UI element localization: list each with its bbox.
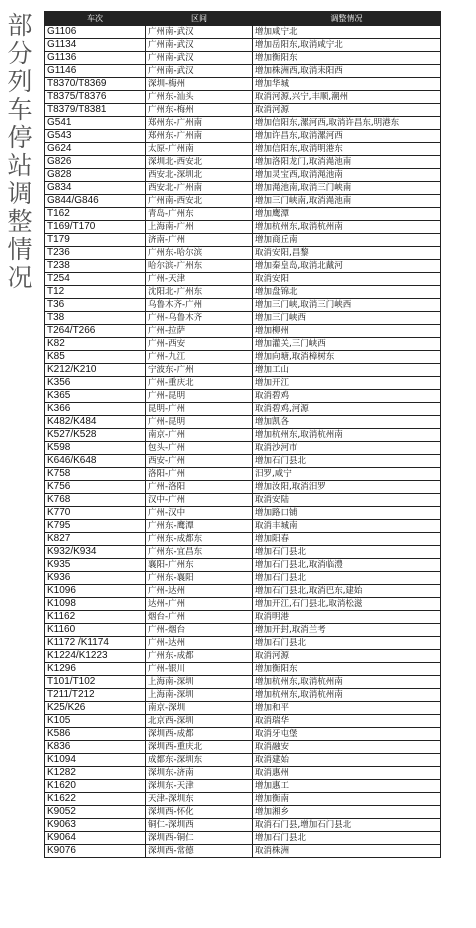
route-cell: 上海南-深圳 — [146, 689, 253, 702]
train-number-cell: K482/K484 — [45, 416, 146, 429]
side-title-char: 分 — [7, 39, 33, 68]
table-row — [45, 390, 441, 403]
table-row — [45, 793, 441, 806]
adjustment-cell: 汨罗,咸宁 — [253, 468, 441, 481]
train-number-cell: T169/T170 — [45, 221, 146, 234]
adjustment-cell: 取消安陆 — [253, 494, 441, 507]
train-number-cell: G543 — [45, 130, 146, 143]
adjustment-cell: 增加信阳东,漯河西,取消许昌东,明港东 — [253, 117, 441, 130]
route-cell: 沈阳北-广州东 — [146, 286, 253, 299]
train-number-cell: K82 — [45, 338, 146, 351]
table-row — [45, 403, 441, 416]
table-row — [45, 702, 441, 715]
adjustment-cell: 增加和平 — [253, 702, 441, 715]
adjustment-cell: 增加杭州东,取消杭州南 — [253, 689, 441, 702]
adjustment-cell: 增加路口铺 — [253, 507, 441, 520]
header-row — [45, 12, 441, 26]
train-number-cell: K768 — [45, 494, 146, 507]
adjustment-cell: 增加杭州东,取消杭州南 — [253, 221, 441, 234]
table-row — [45, 546, 441, 559]
adjustment-cell: 增加石门县北 — [253, 637, 441, 650]
route-cell: 成都东-深圳东 — [146, 754, 253, 767]
train-number-cell: K932/K934 — [45, 546, 146, 559]
adjustment-cell: 增加洛阳龙门,取消渑池南 — [253, 156, 441, 169]
train-number-cell: G624 — [45, 143, 146, 156]
route-cell: 宁波东-广州 — [146, 364, 253, 377]
adjustment-cell: 增加石门县北,取消巴东,建始 — [253, 585, 441, 598]
train-number-cell: K1172 /K1174 — [45, 637, 146, 650]
adjustment-cell: 取消株洲 — [253, 845, 441, 858]
table-row — [45, 208, 441, 221]
train-number-cell: K935 — [45, 559, 146, 572]
route-cell: 郑州东-广州南 — [146, 130, 253, 143]
adjustment-cell: 增加开江,石门县北,取消松滋 — [253, 598, 441, 611]
train-number-cell: T12 — [45, 286, 146, 299]
train-number-cell: T179 — [45, 234, 146, 247]
adjustment-cell: 增加岳阳东,取消咸宁北 — [253, 39, 441, 52]
table-row — [45, 689, 441, 702]
table-row — [45, 299, 441, 312]
route-cell: 深圳西-重庆北 — [146, 741, 253, 754]
train-number-cell: G834 — [45, 182, 146, 195]
train-number-cell: K1160 — [45, 624, 146, 637]
route-cell: 昆明-广州 — [146, 403, 253, 416]
adjustment-cell: 增加盘锦北 — [253, 286, 441, 299]
route-cell: 深圳北-西安北 — [146, 156, 253, 169]
route-cell: 深圳西-怀化 — [146, 806, 253, 819]
adjustment-cell: 取消建始 — [253, 754, 441, 767]
table-row — [45, 104, 441, 117]
side-title-char: 整 — [7, 207, 33, 236]
route-cell: 太原-广州南 — [146, 143, 253, 156]
route-cell: 广州-银川 — [146, 663, 253, 676]
table-row — [45, 806, 441, 819]
route-cell: 广州-昆明 — [146, 390, 253, 403]
table-row — [45, 143, 441, 156]
route-cell: 深圳东-天津 — [146, 780, 253, 793]
adjustment-cell: 增加惠工 — [253, 780, 441, 793]
adjustment-cell: 增加工山 — [253, 364, 441, 377]
adjustment-cell: 取消丰城南 — [253, 520, 441, 533]
train-number-cell: K936 — [45, 572, 146, 585]
table-row — [45, 78, 441, 91]
header-train: 车次 — [45, 12, 146, 26]
route-cell: 西安-广州 — [146, 455, 253, 468]
train-number-cell: K527/K528 — [45, 429, 146, 442]
route-cell: 汉中-广州 — [146, 494, 253, 507]
table-row — [45, 234, 441, 247]
train-number-cell: K1162 — [45, 611, 146, 624]
table-row — [45, 494, 441, 507]
table-row — [45, 455, 441, 468]
train-number-cell: K25/K26 — [45, 702, 146, 715]
adjustment-cell: 增加石门县北 — [253, 572, 441, 585]
route-cell: 广州东-梅州 — [146, 104, 253, 117]
adjustment-cell: 增加开封,取消兰考 — [253, 624, 441, 637]
adjustment-cell: 增加秦皇岛,取消北戴河 — [253, 260, 441, 273]
route-cell: 深圳西-常德 — [146, 845, 253, 858]
route-cell: 广州-天津 — [146, 273, 253, 286]
table-row — [45, 468, 441, 481]
train-number-cell: K212/K210 — [45, 364, 146, 377]
adjustment-cell: 增加柳州 — [253, 325, 441, 338]
route-cell: 铜仁-深圳西 — [146, 819, 253, 832]
train-number-cell: K366 — [45, 403, 146, 416]
adjustment-cell: 取消安阳,昌黎 — [253, 247, 441, 260]
train-number-cell: T264/T266 — [45, 325, 146, 338]
table-row — [45, 663, 441, 676]
schedule-table — [44, 11, 441, 858]
route-cell: 包头-广州 — [146, 442, 253, 455]
train-number-cell: K356 — [45, 377, 146, 390]
adjustment-cell: 增加石门县北 — [253, 455, 441, 468]
adjustment-cell: 增加衡南 — [253, 793, 441, 806]
adjustment-cell: 增加商丘南 — [253, 234, 441, 247]
table-row — [45, 819, 441, 832]
train-number-cell: K1096 — [45, 585, 146, 598]
train-number-cell: T162 — [45, 208, 146, 221]
side-title-char: 况 — [7, 263, 33, 292]
train-number-cell: K1622 — [45, 793, 146, 806]
table-row — [45, 377, 441, 390]
table-row — [45, 611, 441, 624]
train-number-cell: K9052 — [45, 806, 146, 819]
route-cell: 广州-昆明 — [146, 416, 253, 429]
route-cell: 北京西-深圳 — [146, 715, 253, 728]
route-cell: 广州南-西安北 — [146, 195, 253, 208]
table-row — [45, 442, 441, 455]
route-cell: 深圳东-济南 — [146, 767, 253, 780]
table-row — [45, 832, 441, 845]
route-cell: 广州-拉萨 — [146, 325, 253, 338]
train-number-cell: T38 — [45, 312, 146, 325]
train-number-cell: K85 — [45, 351, 146, 364]
train-number-cell: G541 — [45, 117, 146, 130]
side-title-char: 车 — [7, 95, 33, 124]
route-cell: 郑州东-广州南 — [146, 117, 253, 130]
route-cell: 广州东-宜昌东 — [146, 546, 253, 559]
route-cell: 南京-广州 — [146, 429, 253, 442]
adjustment-cell: 取消河源,兴宁,丰顺,潮州 — [253, 91, 441, 104]
table-row — [45, 637, 441, 650]
adjustment-cell: 取消碧鸡,河源 — [253, 403, 441, 416]
route-cell: 广州南-武汉 — [146, 39, 253, 52]
route-cell: 襄阳-广州东 — [146, 559, 253, 572]
table-row — [45, 624, 441, 637]
table-row — [45, 481, 441, 494]
train-number-cell: G1134 — [45, 39, 146, 52]
route-cell: 西安北-广州南 — [146, 182, 253, 195]
table-row — [45, 247, 441, 260]
adjustment-cell: 增加石门县北 — [253, 832, 441, 845]
route-cell: 广州-洛阳 — [146, 481, 253, 494]
train-number-cell: T8370/T8369 — [45, 78, 146, 91]
table-row — [45, 91, 441, 104]
train-number-cell: T8379/T8381 — [45, 104, 146, 117]
route-cell: 广州南-武汉 — [146, 26, 253, 39]
table-row — [45, 754, 441, 767]
side-title-char: 部 — [7, 11, 33, 40]
adjustment-cell: 取消碧鸡 — [253, 390, 441, 403]
train-number-cell: K105 — [45, 715, 146, 728]
table-row — [45, 767, 441, 780]
train-number-cell: T211/T212 — [45, 689, 146, 702]
route-cell: 广州东-成都东 — [146, 533, 253, 546]
train-number-cell: K756 — [45, 481, 146, 494]
adjustment-cell: 增加渑池南,取消三门峡南 — [253, 182, 441, 195]
route-cell: 天津-深圳东 — [146, 793, 253, 806]
route-cell: 广州东-汕头 — [146, 91, 253, 104]
adjustment-cell: 取消河源 — [253, 650, 441, 663]
adjustment-cell: 增加三门峡南,取消渑池南 — [253, 195, 441, 208]
train-number-cell: T238 — [45, 260, 146, 273]
train-number-cell: K1098 — [45, 598, 146, 611]
table-row — [45, 182, 441, 195]
train-number-cell: G826 — [45, 156, 146, 169]
table-row — [45, 117, 441, 130]
train-number-cell: K1224/K1223 — [45, 650, 146, 663]
route-cell: 达州-广州 — [146, 598, 253, 611]
train-number-cell: K365 — [45, 390, 146, 403]
table-row — [45, 195, 441, 208]
adjustment-cell: 增加华城 — [253, 78, 441, 91]
table-row — [45, 156, 441, 169]
adjustment-cell: 增加灌关,三门峡西 — [253, 338, 441, 351]
side-title — [2, 12, 38, 292]
route-cell: 青岛-广州东 — [146, 208, 253, 221]
table-row — [45, 650, 441, 663]
adjustment-cell: 增加三门峡,取消三门峡西 — [253, 299, 441, 312]
table-row — [45, 572, 441, 585]
adjustment-cell: 增加鹰潭 — [253, 208, 441, 221]
train-number-cell: K1296 — [45, 663, 146, 676]
table-row — [45, 676, 441, 689]
route-cell: 广州-汉中 — [146, 507, 253, 520]
adjustment-cell: 增加杭州东,取消杭州南 — [253, 676, 441, 689]
table-row — [45, 169, 441, 182]
train-number-cell: T36 — [45, 299, 146, 312]
adjustment-cell: 增加湘乡 — [253, 806, 441, 819]
adjustment-cell: 增加衡阳东 — [253, 52, 441, 65]
route-cell: 南京-深圳 — [146, 702, 253, 715]
adjustment-cell: 取消惠州 — [253, 767, 441, 780]
table-row — [45, 52, 441, 65]
train-number-cell: G1136 — [45, 52, 146, 65]
adjustment-cell: 增加许昌东,取消漯河西 — [253, 130, 441, 143]
adjustment-cell: 取消明港 — [253, 611, 441, 624]
table-row — [45, 585, 441, 598]
table-row — [45, 520, 441, 533]
adjustment-cell: 增加开江 — [253, 377, 441, 390]
train-number-cell: K1282 — [45, 767, 146, 780]
train-number-cell: K598 — [45, 442, 146, 455]
adjustment-cell: 增加株洲西,取消耒阳西 — [253, 65, 441, 78]
adjustment-cell: 增加汝阳,取消汨罗 — [253, 481, 441, 494]
table-row — [45, 780, 441, 793]
train-number-cell: K1094 — [45, 754, 146, 767]
adjustment-cell: 取消安阳 — [253, 273, 441, 286]
table-row — [45, 130, 441, 143]
train-number-cell: K586 — [45, 728, 146, 741]
route-cell: 广州东-鹰潭 — [146, 520, 253, 533]
route-cell: 广州-西安 — [146, 338, 253, 351]
route-cell: 广州南-武汉 — [146, 52, 253, 65]
table-row — [45, 325, 441, 338]
adjustment-cell: 增加灵宝西,取消渑池南 — [253, 169, 441, 182]
train-number-cell: K795 — [45, 520, 146, 533]
train-number-cell: T8375/T8376 — [45, 91, 146, 104]
adjustment-cell: 取消河源 — [253, 104, 441, 117]
table-row — [45, 598, 441, 611]
header-route: 区间 — [146, 12, 253, 26]
side-title-char: 站 — [7, 151, 33, 180]
table-row — [45, 65, 441, 78]
adjustment-cell: 增加三门峡西 — [253, 312, 441, 325]
route-cell: 广州-乌鲁木齐 — [146, 312, 253, 325]
route-cell: 上海南-广州 — [146, 221, 253, 234]
train-number-cell: K9064 — [45, 832, 146, 845]
route-cell: 西安北-深圳北 — [146, 169, 253, 182]
table-row — [45, 260, 441, 273]
side-title-char: 停 — [7, 123, 33, 152]
route-cell: 广州-烟台 — [146, 624, 253, 637]
table-row — [45, 416, 441, 429]
table-row — [45, 26, 441, 39]
table-row — [45, 741, 441, 754]
train-number-cell: K770 — [45, 507, 146, 520]
table-row — [45, 338, 441, 351]
train-number-cell: K646/K648 — [45, 455, 146, 468]
train-number-cell: K836 — [45, 741, 146, 754]
train-number-cell: G1106 — [45, 26, 146, 39]
route-cell: 济南-广州 — [146, 234, 253, 247]
adjustment-cell: 增加凯各 — [253, 416, 441, 429]
adjustment-cell: 增加石门县北 — [253, 546, 441, 559]
train-number-cell: G828 — [45, 169, 146, 182]
table-row — [45, 221, 441, 234]
route-cell: 广州南-武汉 — [146, 65, 253, 78]
table-row — [45, 39, 441, 52]
table-row — [45, 559, 441, 572]
adjustment-cell: 取消沙河市 — [253, 442, 441, 455]
route-cell: 烟台-广州 — [146, 611, 253, 624]
adjustment-cell: 取消石门县,增加石门县北 — [253, 819, 441, 832]
table-row — [45, 715, 441, 728]
train-number-cell: K827 — [45, 533, 146, 546]
header-adjust: 调整情况 — [253, 12, 441, 26]
route-cell: 广州东-哈尔滨 — [146, 247, 253, 260]
table-row — [45, 312, 441, 325]
train-number-cell: G1146 — [45, 65, 146, 78]
route-cell: 深圳西-铜仁 — [146, 832, 253, 845]
adjustment-cell: 取消融安 — [253, 741, 441, 754]
route-cell: 广州-达州 — [146, 585, 253, 598]
route-cell: 深圳西-成都 — [146, 728, 253, 741]
route-cell: 上海南-深圳 — [146, 676, 253, 689]
train-number-cell: G844/G846 — [45, 195, 146, 208]
table-row — [45, 507, 441, 520]
adjustment-cell: 增加信阳东,取消明港东 — [253, 143, 441, 156]
route-cell: 哈尔滨-广州东 — [146, 260, 253, 273]
table-row — [45, 429, 441, 442]
train-number-cell: K1620 — [45, 780, 146, 793]
adjustment-cell: 取消牙屯堡 — [253, 728, 441, 741]
side-title-char: 情 — [7, 235, 33, 264]
adjustment-cell: 增加阳春 — [253, 533, 441, 546]
route-cell: 乌鲁木齐-广州 — [146, 299, 253, 312]
route-cell: 广州东-成都 — [146, 650, 253, 663]
table-row — [45, 286, 441, 299]
table-row — [45, 273, 441, 286]
adjustment-cell: 增加杭州东,取消杭州南 — [253, 429, 441, 442]
side-title-char: 调 — [7, 179, 33, 208]
route-cell: 广州-九江 — [146, 351, 253, 364]
train-number-cell: T236 — [45, 247, 146, 260]
train-number-cell: K9076 — [45, 845, 146, 858]
train-number-cell: T101/T102 — [45, 676, 146, 689]
route-cell: 洛阳-广州 — [146, 468, 253, 481]
train-number-cell: K758 — [45, 468, 146, 481]
side-title-char: 列 — [7, 67, 33, 96]
adjustment-cell: 增加咸宁北 — [253, 26, 441, 39]
adjustment-cell: 增加向塘,取消樟树东 — [253, 351, 441, 364]
table-row — [45, 533, 441, 546]
table-row — [45, 364, 441, 377]
table-row — [45, 845, 441, 858]
table-row — [45, 728, 441, 741]
adjustment-cell: 增加石门县北,取消临澧 — [253, 559, 441, 572]
route-cell: 深圳-梅州 — [146, 78, 253, 91]
route-cell: 广州东-襄阳 — [146, 572, 253, 585]
adjustment-cell: 增加衡阳东 — [253, 663, 441, 676]
train-number-cell: T254 — [45, 273, 146, 286]
table-row — [45, 351, 441, 364]
route-cell: 广州-达州 — [146, 637, 253, 650]
route-cell: 广州-重庆北 — [146, 377, 253, 390]
train-number-cell: K9063 — [45, 819, 146, 832]
adjustment-cell: 取消瑞华 — [253, 715, 441, 728]
